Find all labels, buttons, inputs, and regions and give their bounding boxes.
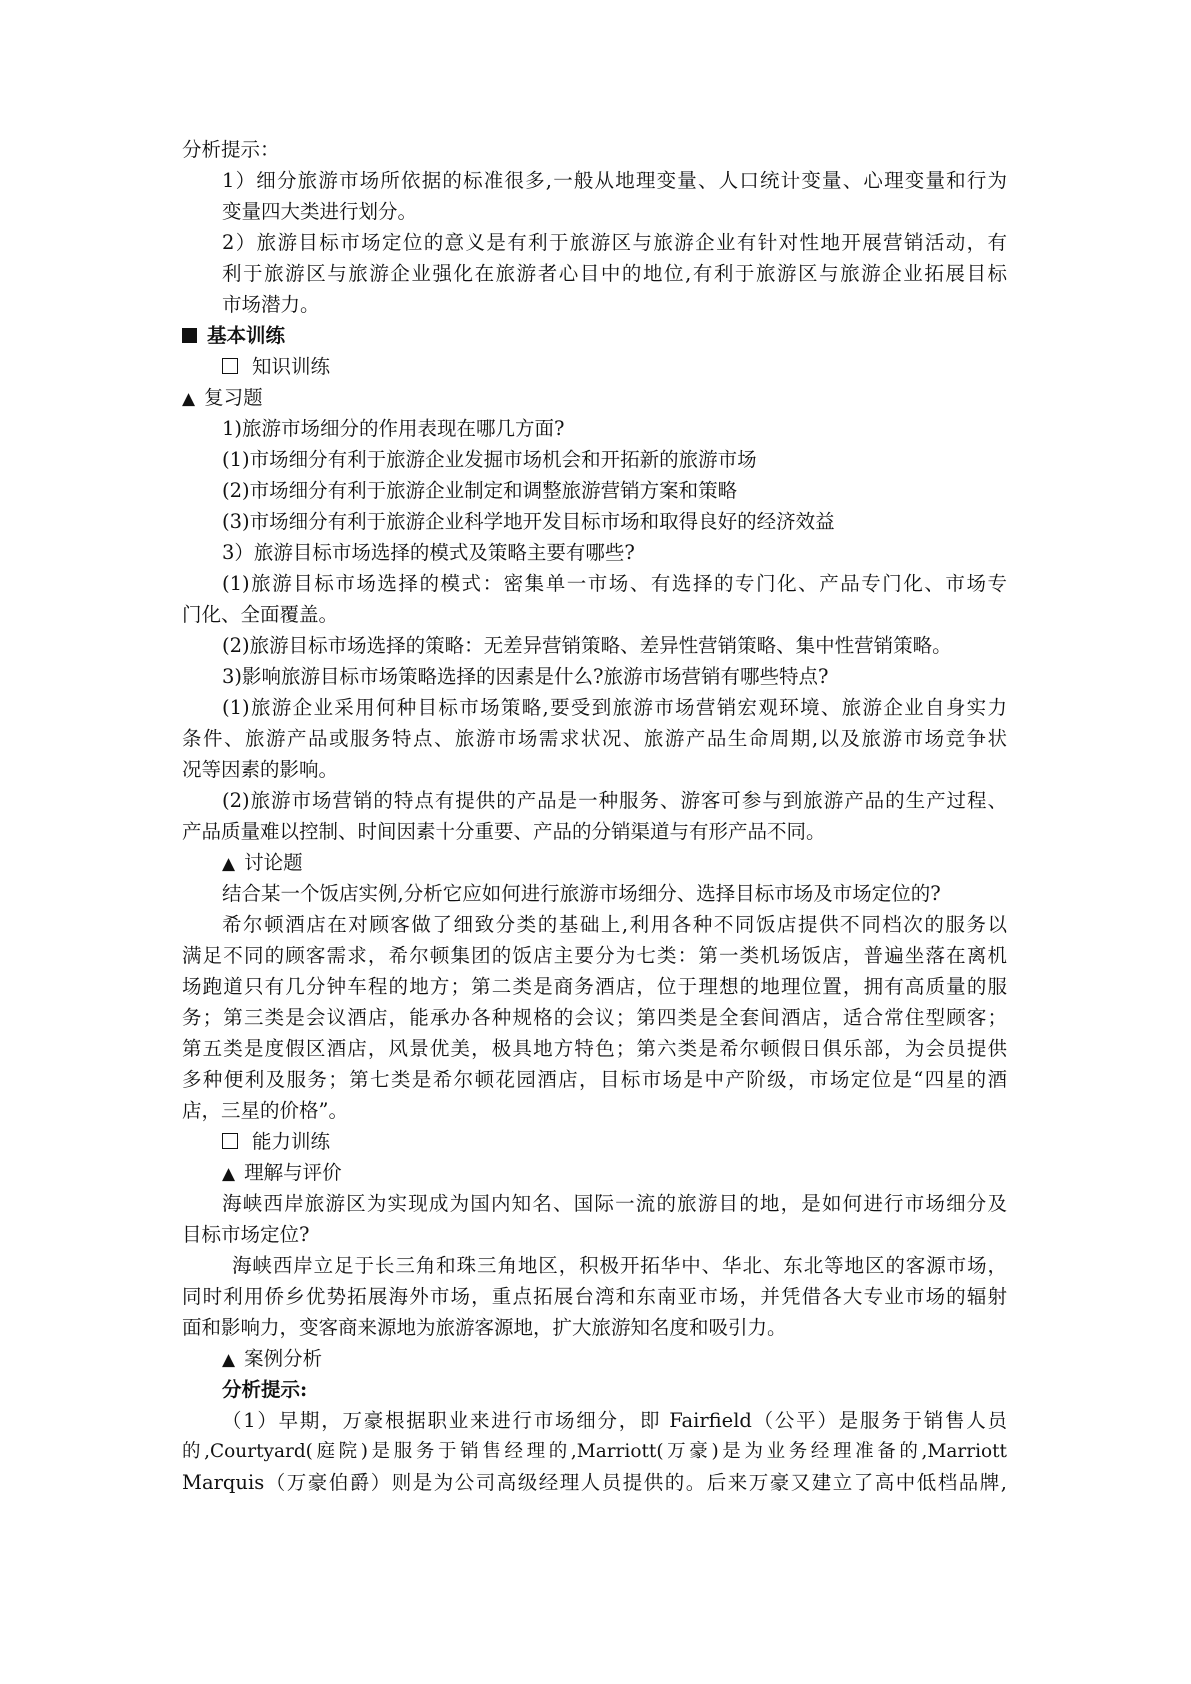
subsection-heading: [222, 351, 330, 382]
paragraph-line: 场跑道只有几分钟车程的地方；第二类是商务酒店，位于理想的地理位置，拥有高质量的服: [182, 975, 1007, 998]
subsection-heading-text: 案例分析: [244, 1347, 323, 1370]
question-line: 3）旅游目标市场选择的模式及策略主要有哪些?: [222, 541, 635, 564]
subsection-heading: [222, 1157, 342, 1188]
paragraph-line: 市场潜力。: [222, 293, 320, 316]
question-line: 1)旅游市场细分的作用表现在哪几方面?: [222, 417, 565, 440]
answer-line: (2)市场细分有利于旅游企业制定和调整旅游营销方案和策略: [222, 479, 738, 502]
question-line: 结合某一个饭店实例,分析它应如何进行旅游市场细分、选择目标市场及市场定位的?: [222, 882, 941, 905]
answer-line: 门化、全面覆盖。: [182, 603, 339, 626]
section-heading: [182, 320, 285, 351]
paragraph-line: 的,Courtyard(庭院)是服务于销售经理的,Marriott(万豪)是为业务经理准备的,Marriott: [182, 1441, 1007, 1462]
analysis-hint-heading: 分析提示:: [222, 1378, 308, 1401]
answer-line: 产品质量难以控制、时间因素十分重要、产品的分销渠道与有形产品不同。: [182, 820, 826, 843]
subsection-heading-text: 理解与评价: [244, 1161, 342, 1184]
paragraph-line: 海峡西岸立足于长三角和珠三角地区，积极开拓华中、华北、东北等地区的客源市场，: [232, 1254, 1007, 1277]
paragraph-line: 希尔顿酒店在对顾客做了细致分类的基础上,利用各种不同饭店提供不同档次的服务以: [222, 913, 1007, 936]
open-square-icon: [222, 358, 238, 374]
triangle-icon: ▲: [222, 1164, 236, 1184]
paragraph-line: 务；第三类是会议酒店，能承办各种规格的会议；第四类是全套间酒店，适合常住型顾客；: [182, 1006, 1007, 1029]
paragraph-line: 第五类是度假区酒店，风景优美，极具地方特色；第六类是希尔顿假日俱乐部，为会员提供: [182, 1037, 1007, 1060]
answer-line: (1)旅游企业采用何种目标市场策略,要受到旅游市场营销宏观环境、旅游企业自身实力: [222, 696, 1007, 719]
answer-line: 况等因素的影响。: [182, 758, 339, 781]
triangle-icon: ▲: [182, 389, 196, 409]
subsection-heading: [222, 1343, 322, 1374]
filled-square-icon: [182, 328, 197, 343]
paragraph-line: 满足不同的顾客需求，希尔顿集团的饭店主要分为七类：第一类机场饭店，普遍坐落在离机: [182, 944, 1007, 967]
question-line: 海峡西岸旅游区为实现成为国内知名、国际一流的旅游目的地，是如何进行市场细分及: [222, 1192, 1007, 1215]
triangle-icon: ▲: [222, 1350, 236, 1370]
answer-line: 条件、旅游产品或服务特点、旅游市场需求状况、旅游产品生命周期,以及旅游市场竞争状: [182, 727, 1007, 750]
question-line: 目标市场定位?: [182, 1223, 310, 1246]
subsection-heading: [222, 1126, 330, 1157]
paragraph-line: （1）早期，万豪根据职业来进行市场细分，即 Fairfield（公平）是服务于销售人员: [222, 1409, 1007, 1432]
answer-line: (1)旅游目标市场选择的模式：密集单一市场、有选择的专门化、产品专门化、市场专: [222, 572, 1007, 595]
subsection-heading-text: 复习题: [204, 386, 263, 409]
paragraph-line: 2）旅游目标市场定位的意义是有利于旅游区与旅游企业有针对性地开展营销活动，有: [222, 231, 1007, 254]
paragraph-line: 多种便利及服务；第七类是希尔顿花园酒店，目标市场是中产阶级，市场定位是“四星的酒: [182, 1068, 1007, 1091]
analysis-hint-heading: 分析提示：: [182, 138, 280, 161]
subsection-heading-text: 知识训练: [252, 355, 331, 378]
answer-line: (2)旅游市场营销的特点有提供的产品是一种服务、游客可参与到旅游产品的生产过程、: [222, 789, 1007, 812]
triangle-icon: ▲: [222, 854, 236, 874]
subsection-heading-text: 能力训练: [252, 1130, 331, 1153]
section-heading-text: 基本训练: [207, 324, 286, 347]
question-line: 3)影响旅游目标市场策略选择的因素是什么?旅游市场营销有哪些特点?: [222, 665, 829, 688]
paragraph-line: 利于旅游区与旅游企业强化在旅游者心目中的地位,有利于旅游区与旅游企业拓展目标: [222, 262, 1007, 285]
paragraph-line: 店，三星的价格”。: [182, 1099, 348, 1122]
subsection-heading: [182, 382, 263, 413]
paragraph-line: Marquis（万豪伯爵）则是为公司高级经理人员提供的。后来万豪又建立了高中低档品牌,: [182, 1471, 1007, 1494]
subsection-heading-text: 讨论题: [244, 851, 303, 874]
paragraph-line: 变量四大类进行划分。: [222, 200, 418, 223]
paragraph-line: 面和影响力，变客商来源地为旅游客源地，扩大旅游知名度和吸引力。: [182, 1316, 787, 1339]
open-square-icon: [222, 1133, 238, 1149]
answer-line: (2)旅游目标市场选择的策略：无差异营销策略、差异性营销策略、集中性营销策略。: [222, 634, 952, 657]
paragraph-line: 1）细分旅游市场所依据的标准很多,一般从地理变量、人口统计变量、心理变量和行为: [222, 169, 1007, 192]
subsection-heading: [222, 847, 303, 878]
answer-line: (1)市场细分有利于旅游企业发掘市场机会和开拓新的旅游市场: [222, 448, 757, 471]
answer-line: (3)市场细分有利于旅游企业科学地开发目标市场和取得良好的经济效益: [222, 510, 835, 533]
paragraph-line: 同时利用侨乡优势拓展海外市场，重点拓展台湾和东南亚市场，并凭借各大专业市场的辐射: [182, 1285, 1007, 1308]
